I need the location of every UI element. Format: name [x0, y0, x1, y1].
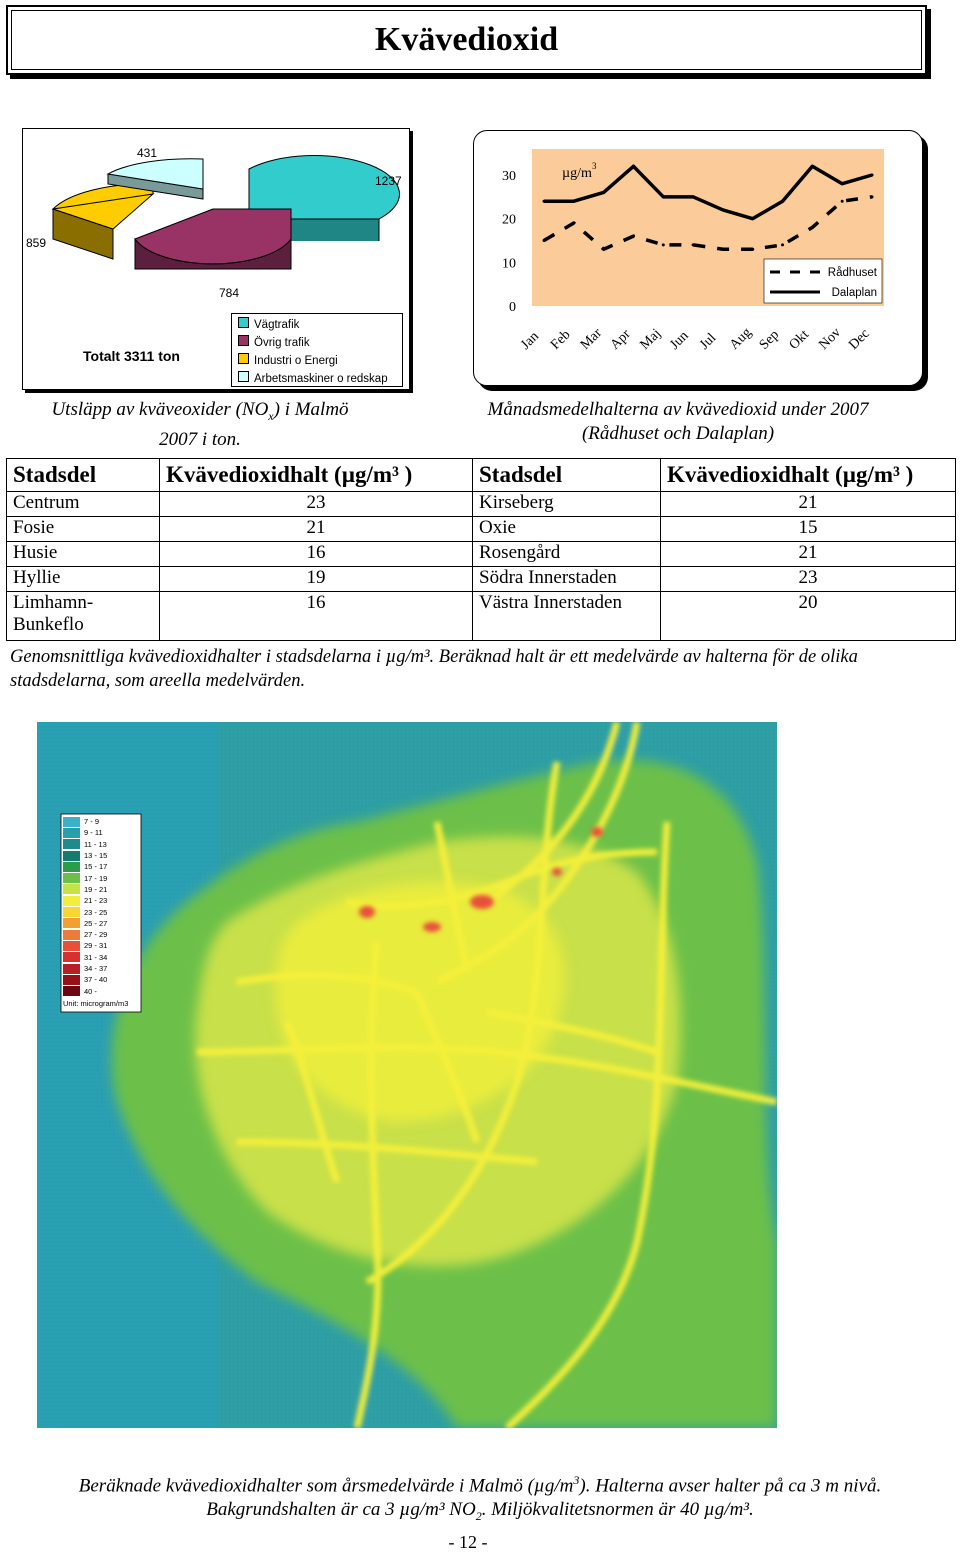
page-title-box: [6, 5, 927, 75]
table-cell: 16: [160, 542, 473, 567]
table-row: [7, 492, 956, 517]
page-number: - 12 -: [448, 1532, 488, 1552]
map-legend-item: [63, 816, 141, 827]
legend-label: Dalaplan: [831, 287, 877, 299]
map-legend-label: 13 - 15: [84, 851, 108, 861]
no2-map: [37, 722, 777, 1428]
data-point: [662, 195, 665, 198]
table-cell: Husie: [7, 542, 160, 567]
table-cell: 23: [160, 492, 473, 517]
pie-legend-item: Övrig trafik: [238, 334, 388, 352]
data-point: [543, 200, 546, 203]
table-cell: 21: [661, 492, 956, 517]
table-cell: Rosengård: [473, 542, 661, 567]
x-tick-label: Okt: [786, 327, 813, 353]
map-legend-item: [63, 872, 141, 883]
data-point: [543, 239, 546, 242]
table-cell: Oxie: [473, 517, 661, 542]
x-tick-label: Mar: [577, 325, 605, 353]
map-legend-item: [63, 929, 141, 940]
pie-chart-panel: [22, 128, 410, 390]
map-legend-label: 7 - 9: [84, 817, 100, 827]
table-cell: 16: [160, 592, 473, 641]
table-cell: Hyllie: [7, 567, 160, 592]
data-point: [572, 200, 575, 203]
map-legend-swatch: [63, 986, 80, 996]
table-cell: Centrum: [7, 492, 160, 517]
map-legend-label: 11 - 13: [84, 839, 107, 849]
map-legend-label: 19 - 21: [84, 884, 108, 894]
map-legend-label: 40 -: [84, 986, 97, 996]
map-legend-item: [63, 952, 141, 963]
y-tick-label: 30: [502, 169, 516, 184]
y-tick-label: 20: [502, 212, 516, 228]
line-chart: [474, 131, 924, 387]
map-legend-swatch: [63, 873, 80, 883]
table-cell: Fosie: [7, 517, 160, 542]
data-point: [721, 248, 724, 251]
y-tick-label: 10: [502, 256, 516, 272]
table-header-row: [7, 459, 956, 492]
table-row: [7, 567, 956, 592]
data-point: [692, 195, 695, 198]
table-header: Stadsdel: [7, 459, 160, 492]
line-chart-panel: [473, 130, 923, 386]
data-point: [721, 208, 724, 211]
page-title: Kvävedioxid: [11, 10, 922, 70]
y-axis-label: µg/m: [562, 166, 592, 181]
data-point: [572, 222, 575, 225]
map-legend-swatch: [63, 952, 80, 962]
map-legend-item: [63, 884, 141, 895]
table-header: Kvävedioxidhalt (µg/m³ ): [160, 459, 473, 492]
table-cell: 21: [160, 517, 473, 542]
map-legend-swatch: [63, 862, 80, 872]
x-tick-label: Jul: [697, 330, 720, 353]
table-header: Stadsdel: [473, 459, 661, 492]
x-tick-label: Jan: [518, 329, 543, 353]
map-legend-label: 25 - 27: [84, 918, 108, 928]
map-legend-item: [63, 918, 141, 929]
map-caption: Beräknade kvävedioxidhalter som årsmedelvärde i Malmö $(\mu g/m^3)$. Halterna avser halter på ca 3 m nivå. Bakgrundshalten är ca 3 µg/m³ $NO_2$. Miljökvalitetsnormen är 40 µg/m³.: [78, 1473, 882, 1524]
legend-swatch: [238, 317, 249, 328]
legend-swatch: [238, 371, 249, 382]
map-legend-label: 23 - 25: [84, 907, 108, 917]
map-legend-label: 37 - 40: [84, 975, 108, 985]
x-tick-label: Dec: [846, 326, 873, 353]
stadsdel-table: [6, 458, 956, 641]
map-legend-swatch: [63, 828, 80, 838]
pie-total: Totalt 3311 ton: [83, 348, 180, 364]
map-legend-item: [63, 895, 141, 906]
y-tick-label: 0: [509, 300, 516, 315]
chart-title: Månadsmedelhalterna av kvävedioxid under 2007: [487, 399, 869, 420]
pie-label-1237: 1237: [375, 174, 402, 188]
data-point: [751, 248, 754, 251]
table-caption: Genomsnittliga kvävedioxidhalter i stadsdelarna i µg/m³. Beräknad halt är ett medelvärde av halterna för de olika stadsdelarna, som areella medelvärden.: [10, 647, 858, 691]
legend-swatch: [238, 335, 249, 346]
legend-swatch: [238, 353, 249, 364]
map-legend-swatch: [63, 884, 80, 894]
data-point: [811, 165, 814, 168]
data-point: [692, 243, 695, 246]
map-legend-item: [63, 861, 141, 872]
pie-legend-item: Industri o Energi: [238, 352, 388, 370]
pie-caption: Utsläpp av kväveoxider $(NO_x)$ i Malmö 2007 i ton.: [51, 399, 349, 450]
map-legend-label: 9 - 11: [84, 828, 103, 838]
map-legend-swatch: [63, 964, 80, 974]
table-cell: 19: [160, 567, 473, 592]
table-cell: 20: [661, 592, 956, 641]
data-point: [602, 248, 605, 251]
map-legend-item: [63, 839, 141, 850]
map-legend-swatch: [63, 907, 80, 917]
map-legend-item: [63, 963, 141, 974]
table-cell: Limhamn-Bunkeflo: [7, 592, 160, 641]
map-legend-swatch: [63, 930, 80, 940]
pie-label-859: 859: [26, 236, 47, 250]
map-legend-label: 15 - 17: [84, 862, 108, 872]
table-cell: 23: [661, 567, 956, 592]
map-legend-swatch: [63, 918, 80, 928]
table-cell: 15: [661, 517, 956, 542]
data-point: [632, 165, 635, 168]
map-legend-swatch: [63, 851, 80, 861]
data-point: [781, 243, 784, 246]
pie-label-784: 784: [219, 286, 240, 300]
table-cell: Kirseberg: [473, 492, 661, 517]
pie-legend-item: Vägtrafik: [238, 316, 388, 334]
line-caption: [448, 398, 908, 446]
x-tick-label: Jun: [667, 328, 692, 353]
legend-label: Rådhuset: [827, 267, 877, 279]
data-point: [841, 182, 844, 185]
data-point: [811, 226, 814, 229]
y-axis-label-sup: 3: [592, 161, 597, 171]
map-legend-swatch: [63, 839, 80, 849]
map-legend-label: 29 - 31: [84, 941, 108, 951]
data-point: [751, 217, 754, 220]
map-legend-item: [63, 850, 141, 861]
map-image: [37, 722, 777, 1428]
x-tick-label: Sep: [756, 327, 783, 353]
map-legend-swatch: [63, 817, 80, 827]
pie-label-431: 431: [137, 146, 158, 160]
data-point: [871, 174, 874, 177]
table-cell: 21: [661, 542, 956, 567]
data-point: [602, 191, 605, 194]
pie-legend-item: Arbetsmaskiner o redskap: [238, 370, 388, 388]
table-row: [7, 592, 956, 641]
table-header: Kvävedioxidhalt (µg/m³ ): [661, 459, 956, 492]
data-point: [662, 243, 665, 246]
x-tick-label: Apr: [607, 326, 634, 353]
chart-subtitle: (Rådhuset och Dalaplan): [581, 423, 775, 444]
data-point: [632, 235, 635, 238]
map-legend-item: [63, 985, 141, 996]
map-legend-label: 34 - 37: [84, 964, 108, 973]
map-legend-label: 17 - 19: [84, 873, 108, 883]
map-legend-swatch: [63, 941, 80, 951]
map-legend-unit: Unit: microgram/m3: [63, 998, 129, 1008]
x-tick-label: Maj: [637, 326, 665, 353]
x-tick-label: Nov: [816, 325, 845, 353]
map-legend-item: [63, 827, 141, 838]
data-point: [871, 195, 874, 198]
table-cell: Södra Innerstaden: [473, 567, 661, 592]
map-legend-label: 21 - 23: [84, 896, 108, 906]
map-legend-swatch: [63, 975, 80, 985]
pie-legend: [231, 313, 403, 387]
map-legend-item: [63, 940, 141, 951]
map-legend-item: [63, 906, 141, 917]
map-legend-item: [63, 974, 141, 985]
map-legend: [63, 816, 141, 1008]
table-cell: Västra Innerstaden: [473, 592, 661, 641]
table-row: [7, 542, 956, 567]
x-tick-label: Feb: [548, 327, 574, 353]
map-legend-label: 27 - 29: [84, 930, 108, 940]
data-point: [841, 200, 844, 203]
map-legend-label: 31 - 34: [84, 952, 108, 962]
map-legend-swatch: [63, 896, 80, 906]
x-tick-label: Aug: [726, 325, 755, 353]
table-row: [7, 517, 956, 542]
data-point: [781, 200, 784, 203]
